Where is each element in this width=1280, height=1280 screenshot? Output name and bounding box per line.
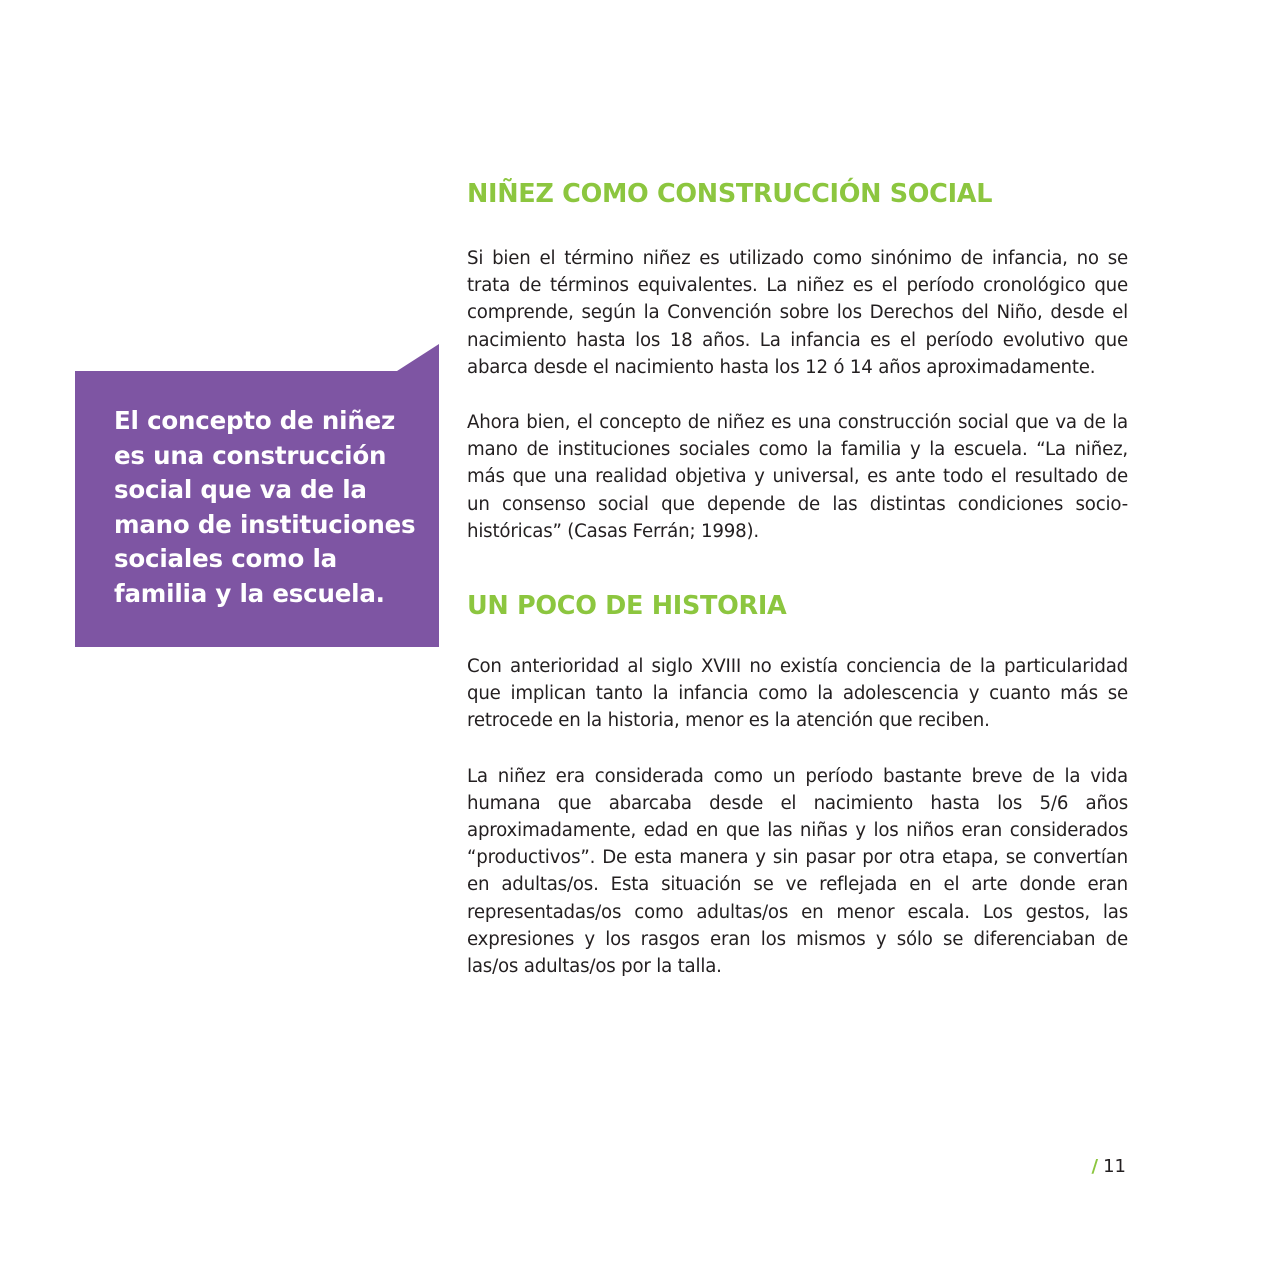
page-number-value: 11 (1103, 1156, 1126, 1177)
section-heading-historia: UN POCO DE HISTORIA (467, 591, 787, 622)
page-number-separator: / (1091, 1156, 1099, 1177)
main-content (467, 176, 1128, 980)
page-number (1092, 1155, 1126, 1179)
paragraph-social-construction: Ahora bien, el concepto de niñez es una construcción social que va de la mano de instituciones sociales como la familia y la escuela. “La niñez, más que una realidad objetiva y universal, es ante todo el resultado de un consenso social que depende de las distintas condiciones socio-históricas” (Casas Ferrán; 1998). (467, 412, 1128, 542)
paragraph-definition: Si bien el término niñez es utilizado como sinónimo de infancia, no se trata de términos equivalentes. La niñez es el período cronológico que comprende, según la Convención sobre los Derechos del Niño, desde el nacimiento hasta los 18 años. La infancia es el período evolutivo que abarca desde el nacimiento hasta los 12 ó 14 años aproximadamente. (467, 248, 1128, 378)
pull-quote-callout (75, 344, 439, 647)
pull-quote-text: El concepto de niñez es una construcción social que va de la mano de instituciones sociales como la familia y la escuela. (114, 406, 416, 608)
paragraph-history-detail: La niñez era considerada como un período bastante breve de la vida humana que abarcaba desde el nacimiento hasta los 5/6 años aproximadamente, edad en que las niñas y los niños eran considerados “productivos”. De esta manera y sin pasar por otra etapa, se convertían en adultas/os. Esta situación se ve reflejada en el arte donde eran representadas/os como adultas/os en menor escala. Los gestos, las expresiones y los rasgos eran los mismos y sólo se diferenciaban de las/os adultas/os por la talla. (467, 765, 1128, 978)
paragraph-history-intro: Con anterioridad al siglo XVIII no existía conciencia de la particularidad que implican tanto la infancia como la adolescencia y cuanto más se retrocede en la historia, menor es la atención que reciben. (467, 656, 1128, 732)
section-heading-ninez: NIÑEZ COMO CONSTRUCCIÓN SOCIAL (467, 179, 993, 209)
